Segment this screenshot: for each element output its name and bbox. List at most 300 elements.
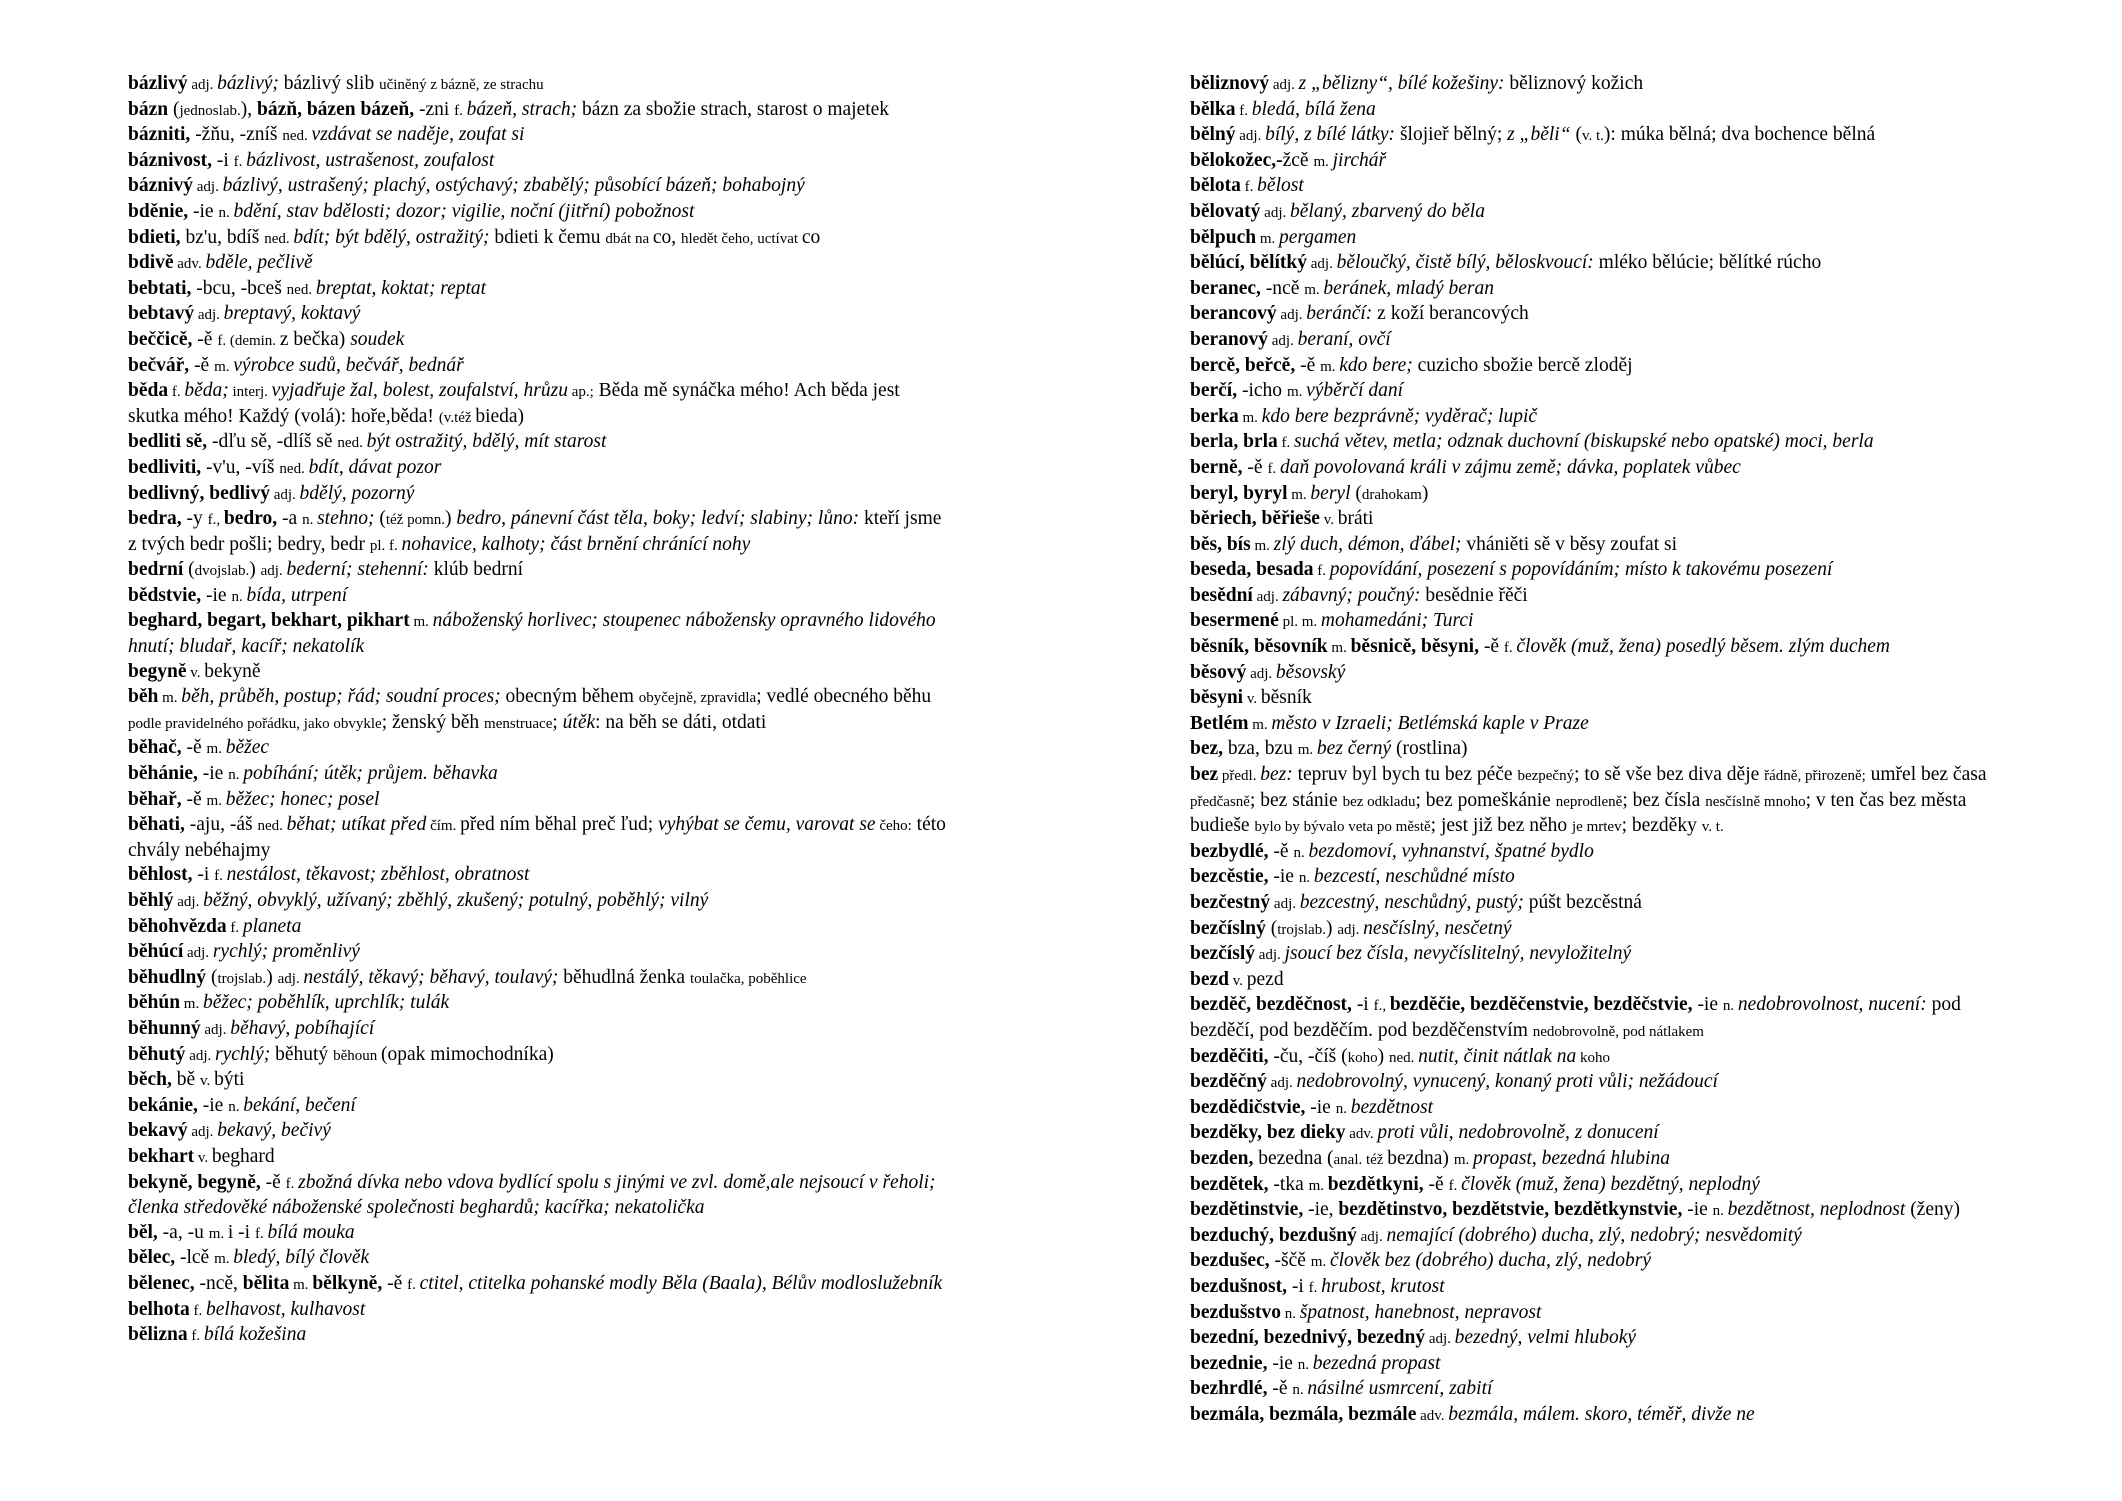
entry-grammar-note: m. <box>1320 358 1340 375</box>
dictionary-entry <box>128 1298 948 1324</box>
entry-text: -ncě <box>1260 277 1305 299</box>
entry-grammar-note: n. <box>1712 1203 1728 1220</box>
entry-gloss: útěk <box>562 711 596 733</box>
entry-headword: bdieti, <box>128 226 181 248</box>
entry-grammar-note: f. <box>254 1225 268 1242</box>
entry-grammar-note: m. <box>214 358 234 375</box>
entry-headword: bezdětinstvo, bezdětstvie, bezdětkynstvie, <box>1338 1199 1683 1221</box>
entry-headword: bezduchý, bezdušný <box>1190 1224 1357 1246</box>
entry-text: -aju, -áš <box>184 814 258 836</box>
entry-gloss: bílý, z bílé látky: <box>1265 124 1396 146</box>
entry-grammar-note: nesčíslně mnoho <box>1705 793 1806 810</box>
entry-text: ; vedlé obecného běhu <box>756 686 932 708</box>
entry-headword: běhlost, <box>128 864 193 886</box>
entry-grammar-note: adj. <box>1425 1331 1455 1348</box>
entry-grammar-note: adj. <box>1307 256 1337 273</box>
entry-grammar-note: adj. <box>1269 77 1299 93</box>
entry-text: běhudlná ženka <box>558 966 690 988</box>
dictionary-entry <box>1190 354 2020 380</box>
entry-grammar-note: m. <box>289 1276 313 1293</box>
entry-text: bě <box>171 1069 201 1091</box>
entry-text: ; bez pomeškánie <box>1415 789 1556 811</box>
dictionary-entry <box>1190 72 2020 98</box>
entry-gloss: belhavost, kulhavost <box>206 1298 366 1320</box>
entry-headword: bělizna <box>128 1324 188 1346</box>
entry-text: co <box>801 226 821 248</box>
entry-grammar-note: drahokam <box>1361 486 1422 503</box>
entry-headword: beryl, byryl <box>1190 482 1288 504</box>
entry-headword: berancový <box>1190 303 1277 325</box>
entry-gloss: planeta <box>242 915 302 937</box>
entry-headword: bedliviti, <box>128 456 202 478</box>
entry-headword: bezednie, <box>1190 1352 1268 1374</box>
entry-grammar-note: f. <box>1503 640 1517 657</box>
dictionary-entry <box>1190 584 2020 610</box>
entry-gloss: město v Izraeli; Betlémská kaple v Praze <box>1271 712 1589 734</box>
entry-headword: běriech, běřieše <box>1190 508 1320 530</box>
dictionary-entry <box>128 456 948 482</box>
entry-text: -y <box>181 508 208 530</box>
entry-headword: bez, <box>1190 738 1224 760</box>
entry-grammar-note: n. <box>228 767 244 784</box>
entry-grammar-note: adj. <box>194 307 224 324</box>
dictionary-entry <box>1190 482 2020 508</box>
entry-gloss: bez: <box>1260 764 1293 786</box>
entry-headword: bázniti, <box>128 124 191 146</box>
dictionary-entry <box>128 1246 948 1272</box>
entry-headword: bědstvie, <box>128 584 202 606</box>
entry-gloss: běhat; utíkat před <box>286 814 427 836</box>
entry-text: ; bez stánie <box>1249 789 1343 811</box>
dictionary-entry <box>1190 763 2020 840</box>
dictionary-entry <box>1190 840 2020 866</box>
entry-headword: bělka <box>1190 98 1236 120</box>
entry-grammar-note: m. <box>1313 153 1333 170</box>
entry-grammar-note: adj. <box>260 563 287 580</box>
entry-gloss: pergamen <box>1279 226 1357 248</box>
entry-text: bekyně <box>204 660 261 682</box>
entry-text: bráti <box>1337 508 1374 530</box>
entry-grammar-note: též pomn. <box>385 512 445 529</box>
entry-grammar-note: trojslab. <box>217 970 267 987</box>
entry-headword: běhutý <box>128 1043 186 1065</box>
entry-grammar-note: bez odkladu <box>1342 793 1416 810</box>
entry-text: ( <box>374 508 386 530</box>
entry-grammar-note: běhoun <box>333 1047 381 1064</box>
entry-grammar-note: m. <box>214 1251 234 1268</box>
entry-headword: běl, <box>128 1221 158 1243</box>
entry-text: ( <box>1570 124 1582 146</box>
entry-grammar-note: (v.též <box>438 409 476 426</box>
entry-grammar-note: f., <box>207 512 224 529</box>
entry-gloss: běžný, obvyklý, užívaný; zběhlý, zkušený; potulný, poběhlý; vilný <box>203 890 709 911</box>
dictionary-entry <box>128 1094 948 1120</box>
entry-grammar-note: f. <box>226 919 243 936</box>
entry-text: -ie <box>188 200 219 222</box>
entry-headword: bezden, <box>1190 1147 1254 1169</box>
dictionary-entry <box>128 1119 948 1145</box>
dictionary-entry <box>128 813 948 863</box>
entry-text: ; jest již bez něho <box>1430 815 1572 837</box>
entry-gloss: z „běli“ <box>1507 124 1571 146</box>
dictionary-entry <box>1190 226 2020 252</box>
entry-text: cuzicho sbožie bercě zloděj <box>1412 354 1633 376</box>
entry-headword: bezděč, bezděčnost, <box>1190 994 1352 1016</box>
entry-grammar-note: n. <box>1335 1100 1351 1117</box>
entry-text: -ě <box>382 1272 408 1294</box>
entry-headword: běhunný <box>128 1017 201 1039</box>
entry-headword: bděnie, <box>128 200 189 222</box>
entry-gloss: ctitel, ctitelka pohanské modly Běla (Baala), Bélův modloslužebník <box>419 1272 943 1294</box>
entry-grammar-note: m. <box>1238 409 1262 426</box>
entry-headword: bedlivný, bedlivý <box>128 482 270 504</box>
entry-gloss: člověk bez (dobrého) ducha, zlý, nedobrý <box>1329 1250 1652 1272</box>
entry-text: bz'u, bdíš <box>180 226 265 248</box>
entry-text: ( <box>1350 482 1362 504</box>
entry-gloss: bez černý <box>1316 738 1392 760</box>
entry-grammar-note: jednoslab. <box>179 102 241 119</box>
entry-grammar-note: adv. <box>173 256 206 273</box>
entry-gloss: běžec; honec; posel <box>225 788 380 810</box>
entry-gloss: jirchář <box>1332 149 1387 171</box>
entry-text: -v'u, -víš <box>201 456 280 478</box>
entry-headword: bázlivý <box>128 73 188 94</box>
entry-grammar-note: adj. <box>1276 307 1307 324</box>
dictionary-entry <box>128 889 948 915</box>
entry-grammar-note: adj. <box>277 970 304 987</box>
dictionary-entry <box>1190 456 2020 482</box>
entry-headword: bělpuch <box>1190 226 1257 248</box>
entry-grammar-note: ap.; <box>567 384 594 401</box>
entry-headword: běhař, <box>128 788 182 810</box>
dictionary-entry <box>128 98 948 124</box>
dictionary-entry <box>1190 917 2020 943</box>
entry-gloss: běhavý, pobíhající <box>230 1017 375 1039</box>
entry-gloss: nemající (dobrého) ducha, zlý, nedobrý; nesvědomitý <box>1386 1224 1802 1246</box>
dictionary-entry <box>1190 200 2020 226</box>
dictionary-entry <box>128 430 948 456</box>
entry-gloss: bezdětnost <box>1350 1096 1434 1118</box>
entry-text: -ě <box>1267 1378 1293 1400</box>
entry-grammar-note: v. <box>200 1073 215 1090</box>
entry-grammar-note: bylo by bývalo veta po městě <box>1254 819 1431 836</box>
entry-text: šlojieř bělný; <box>1395 124 1508 146</box>
entry-text: ; ženský běh <box>381 711 485 733</box>
entry-text: : na běh se dáti, otdati <box>595 711 767 733</box>
entry-gloss: náboženský horlivec; stoupenec nábožensky opravného lidového hnutí; bludař, kacíř; nekatolík <box>128 610 936 658</box>
entry-headword: bělokožec,- <box>1190 149 1283 171</box>
dictionary-entry <box>1190 1377 2020 1403</box>
entry-text: bieda) <box>475 405 525 427</box>
entry-gloss: bázeň, strach; <box>466 98 578 120</box>
entry-text: -ě <box>189 354 215 376</box>
entry-grammar-note: adj. <box>187 1124 218 1141</box>
entry-headword: bezděky, bez dieky <box>1190 1122 1346 1144</box>
entry-gloss: bázlivý; <box>217 73 279 94</box>
entry-grammar-note: m. <box>1250 537 1274 554</box>
entry-headword: beseda, besada <box>1190 559 1314 581</box>
entry-grammar-note: f. <box>1277 435 1294 452</box>
dictionary-entry <box>1190 277 2020 303</box>
dictionary-entry <box>1190 686 2020 712</box>
entry-gloss: zbožná dívka nebo vdova bydlící spolu s jinými ve zvl. domě,ale nejsoucí v řeholi; členka středověké náboženské společnosti beghardů; kacířka; nekatolička <box>128 1171 936 1219</box>
entry-gloss: vzdávat se naděje, zoufat si <box>311 124 525 146</box>
dictionary-entry <box>1190 405 2020 431</box>
entry-gloss: breptat, koktat; reptat <box>315 277 487 299</box>
entry-text: ; bez čísla <box>1622 789 1706 811</box>
entry-headword: bezdušnost, <box>1190 1275 1287 1297</box>
entry-grammar-note: adj. <box>187 77 218 93</box>
entry-grammar-note: f. <box>168 384 185 401</box>
entry-grammar-note: podle pravidelného pořádku, jako obvykle <box>128 715 382 732</box>
entry-headword: bebtavý <box>128 303 195 325</box>
entry-grammar-note: pl. f. <box>369 537 402 554</box>
entry-text: ) <box>249 559 261 581</box>
entry-text: ) <box>266 966 278 988</box>
dictionary-entry <box>128 685 948 736</box>
entry-grammar-note: m. <box>206 792 226 809</box>
entry-grammar-note: adj. <box>1337 921 1364 938</box>
entry-grammar-note: ned. <box>264 230 294 247</box>
dictionary-entry <box>1190 379 2020 405</box>
dictionary-entry <box>1190 558 2020 584</box>
entry-grammar-note: m. <box>206 741 226 758</box>
entry-gloss: beraní, ovčí <box>1297 328 1391 350</box>
entry-text: ) <box>1377 1045 1389 1067</box>
entry-text: bezedna ( <box>1253 1147 1334 1169</box>
entry-text: besědnie řěči <box>1420 584 1528 606</box>
dictionary-entry <box>128 277 948 303</box>
dictionary-entry <box>1190 942 2020 968</box>
entry-text: bdieti k čemu <box>489 226 606 248</box>
entry-text: ) <box>1421 482 1429 504</box>
entry-text: klúb bedrní <box>428 559 524 581</box>
entry-headword: bezdětkyni, <box>1327 1173 1424 1195</box>
dictionary-entry <box>128 123 948 149</box>
entry-grammar-note: trojslab. <box>1277 921 1326 938</box>
entry-text: umřel bez časa <box>1865 764 1987 786</box>
entry-gloss: vyhýbat se čemu, varovat se <box>658 814 876 836</box>
entry-grammar-note: n. <box>218 204 234 221</box>
entry-gloss: bekání, bečení <box>243 1094 356 1116</box>
entry-gloss: zábavný; poučný: <box>1282 584 1421 606</box>
entry-text: této chvály nebéhajmy <box>128 814 946 861</box>
entry-grammar-note: adj. <box>1268 332 1298 349</box>
entry-gloss: rychlý; <box>215 1043 271 1065</box>
entry-headword: belhota <box>128 1298 190 1320</box>
entry-grammar-note: f. <box>1448 1177 1462 1194</box>
entry-text: ; to sě vše bez diva děje <box>1574 764 1765 786</box>
dictionary-entry <box>1190 1070 2020 1096</box>
entry-gloss: bída, utrpení <box>246 584 348 606</box>
dictionary-entry <box>128 251 948 277</box>
dictionary-entry <box>128 1171 948 1221</box>
dictionary-entry <box>128 379 948 430</box>
entry-grammar-note: f. <box>189 1302 207 1319</box>
entry-headword: běh <box>128 686 159 708</box>
dictionary-entry <box>128 1145 948 1171</box>
dictionary-entry <box>128 940 948 966</box>
entry-grammar-note: dvojslab. <box>194 563 250 580</box>
entry-text: -dľu sě, -dlíš sě <box>207 431 338 453</box>
entry-text: bázlivý slib <box>278 73 380 94</box>
entry-gloss: nestálý, těkavý; běhavý, toulavý; <box>303 966 559 988</box>
entry-headword: bezdětinstvie, <box>1190 1199 1304 1221</box>
entry-grammar-note: interj. <box>228 384 272 401</box>
entry-grammar-note: adj. <box>1260 204 1290 221</box>
entry-text: -ě <box>181 788 207 810</box>
entry-gloss: hrubost, krutost <box>1321 1275 1445 1297</box>
entry-gloss: bělost <box>1257 175 1304 197</box>
entry-gloss: násilné usmrcení, zabití <box>1307 1378 1493 1400</box>
entry-gloss: bělaný, zbarvený do běla <box>1290 200 1485 222</box>
entry-gloss: rychlý; proměnlivý <box>212 941 360 963</box>
entry-gloss: běžec; poběhlík, uprchlík; tulák <box>202 992 450 1014</box>
entry-text: -a <box>277 508 303 530</box>
dictionary-entry <box>1190 251 2020 277</box>
entry-grammar-note: m. <box>1297 742 1317 759</box>
dictionary-entry <box>1190 302 2020 328</box>
entry-headword: bezd <box>1190 968 1229 990</box>
entry-grammar-note: m. <box>1256 230 1280 247</box>
entry-text: -ě <box>1242 456 1268 478</box>
entry-headword: bedra, <box>128 508 182 530</box>
entry-text: ; <box>552 711 563 733</box>
entry-gloss: daň povolovaná králi v zájmu země; dávka, poplatek vůbec <box>1279 456 1741 478</box>
dictionary-entry <box>128 482 948 508</box>
entry-headword: bedrní <box>128 559 184 581</box>
entry-text: (opak mimochodníka) <box>380 1043 554 1065</box>
entry-headword: běs, bís <box>1190 533 1251 555</box>
entry-headword: bělita <box>242 1272 290 1294</box>
entry-headword: beghard, begart, bekhart, pikhart <box>128 610 410 632</box>
entry-headword: bebtati, <box>128 277 192 299</box>
dictionary-entry <box>128 584 948 610</box>
entry-text: -i <box>192 864 215 886</box>
dictionary-entry <box>1190 1096 2020 1122</box>
entry-headword: bekhart <box>128 1145 195 1167</box>
entry-headword: begyně <box>128 660 187 682</box>
entry-grammar-note: v. <box>1229 972 1247 989</box>
dictionary-entry <box>128 558 948 584</box>
dictionary-entry <box>1190 123 2020 149</box>
entry-grammar-note: m. <box>180 996 203 1013</box>
entry-text: -ie <box>1682 1199 1713 1221</box>
entry-text: žcě <box>1282 149 1314 171</box>
entry-grammar-note: m. <box>1287 486 1311 503</box>
entry-text: -i <box>1351 994 1374 1016</box>
entry-text: -ču, -číš ( <box>1268 1045 1348 1067</box>
entry-grammar-note: adj. <box>1235 128 1266 145</box>
entry-gloss: být ostražitý, bdělý, mít starost <box>366 431 607 453</box>
entry-grammar-note: v. <box>186 664 205 681</box>
entry-text: -i <box>211 149 234 171</box>
entry-headword: berka <box>1190 405 1239 427</box>
entry-grammar-note: n. <box>228 1098 244 1115</box>
entry-headword: bezdušstvo <box>1190 1301 1282 1323</box>
dictionary-entry <box>1190 635 2020 661</box>
entry-gloss: beránčí: <box>1306 303 1373 325</box>
dictionary-entry <box>128 1272 948 1298</box>
entry-grammar-note: adj. <box>1356 1228 1387 1245</box>
entry-text: Běda mě synáčka mého! Ach běda jest skutka mého! Každý (volá): hoře,běda! <box>128 380 900 427</box>
dictionary-entry <box>128 1043 948 1069</box>
entry-gloss: bezdomoví, vyhnanství, špatné bydlo <box>1308 840 1594 862</box>
entry-grammar-note: n. <box>231 588 247 605</box>
dictionary-entry <box>1190 1249 2020 1275</box>
entry-headword: bezbydlé, <box>1190 840 1269 862</box>
entry-grammar-note: je mrtev <box>1572 819 1622 836</box>
entry-gloss: člověk (muž, žena) bezdětný, neplodný <box>1461 1173 1760 1195</box>
dictionary-entry <box>1190 1173 2020 1199</box>
entry-text: -ščě <box>1269 1250 1311 1272</box>
entry-grammar-note: učiněný z bázně, ze strachu <box>379 77 544 93</box>
dictionary-entry <box>1190 328 2020 354</box>
entry-text: ( <box>183 559 195 581</box>
entry-grammar-note: f. <box>1235 102 1252 119</box>
dictionary-entry <box>1190 98 2020 124</box>
entry-text: -icho <box>1237 380 1287 402</box>
entry-headword: bezdětek, <box>1190 1173 1269 1195</box>
entry-grammar-note: m. <box>1248 716 1272 733</box>
entry-grammar-note: toulačka, poběhlice <box>689 970 807 987</box>
entry-gloss: bledý, bílý člověk <box>233 1247 370 1269</box>
entry-grammar-note: f., <box>1373 998 1390 1015</box>
dictionary-entry <box>128 1068 948 1094</box>
entry-grammar-note: f. <box>1240 179 1258 196</box>
entry-grammar-note: f. <box>407 1276 420 1293</box>
dictionary-entry <box>128 200 948 226</box>
entry-grammar-note: v. <box>1319 512 1338 529</box>
entry-gloss: propast, bezedná hlubina <box>1472 1147 1670 1169</box>
entry-text: -a, -u <box>157 1221 209 1243</box>
entry-grammar-note: m. <box>1308 1177 1328 1194</box>
entry-grammar-note: ned. <box>279 460 309 477</box>
entry-headword: bělovatý <box>1190 200 1261 222</box>
dictionary-entry <box>1190 533 2020 559</box>
entry-text: -ie <box>1267 1352 1298 1374</box>
entry-grammar-note: m. <box>208 1225 228 1242</box>
entry-headword: báznivost, <box>128 149 212 171</box>
entry-text: -ě <box>192 328 218 350</box>
entry-text: ; v ten čas bez města budieše <box>1190 789 1967 837</box>
entry-text: běhutý <box>270 1043 334 1065</box>
entry-gloss: běda; <box>184 380 229 402</box>
entry-grammar-note: bezpečný <box>1517 768 1575 785</box>
entry-headword: berčí, <box>1190 380 1238 402</box>
entry-grammar-note: f. (demin. <box>217 332 280 349</box>
dictionary-entry <box>128 660 948 686</box>
dictionary-entry <box>128 736 948 762</box>
entry-text: -ie <box>1692 994 1723 1016</box>
dictionary-entry <box>1190 1326 2020 1352</box>
entry-headword: bezhrdlé, <box>1190 1378 1268 1400</box>
entry-gloss: bílá kožešina <box>203 1324 307 1346</box>
dictionary-entry <box>128 1323 948 1349</box>
entry-grammar-note: adj. <box>1266 1075 1297 1092</box>
entry-text: (rostlina) <box>1391 738 1468 760</box>
entry-grammar-note: ned. <box>257 818 287 835</box>
entry-grammar-note: adj. <box>1252 588 1283 605</box>
entry-headword: běsnicě, běsyni, <box>1350 636 1479 658</box>
entry-headword: bělota <box>1190 175 1241 197</box>
entry-headword: bečvář, <box>128 354 190 376</box>
entry-text: běsník <box>1260 687 1312 709</box>
entry-gloss: běsovský <box>1275 661 1346 683</box>
entry-gloss: bdělý, pozorný <box>299 482 415 504</box>
entry-grammar-note: předl. <box>1218 768 1261 785</box>
entry-grammar-note: m. <box>1453 1151 1473 1168</box>
